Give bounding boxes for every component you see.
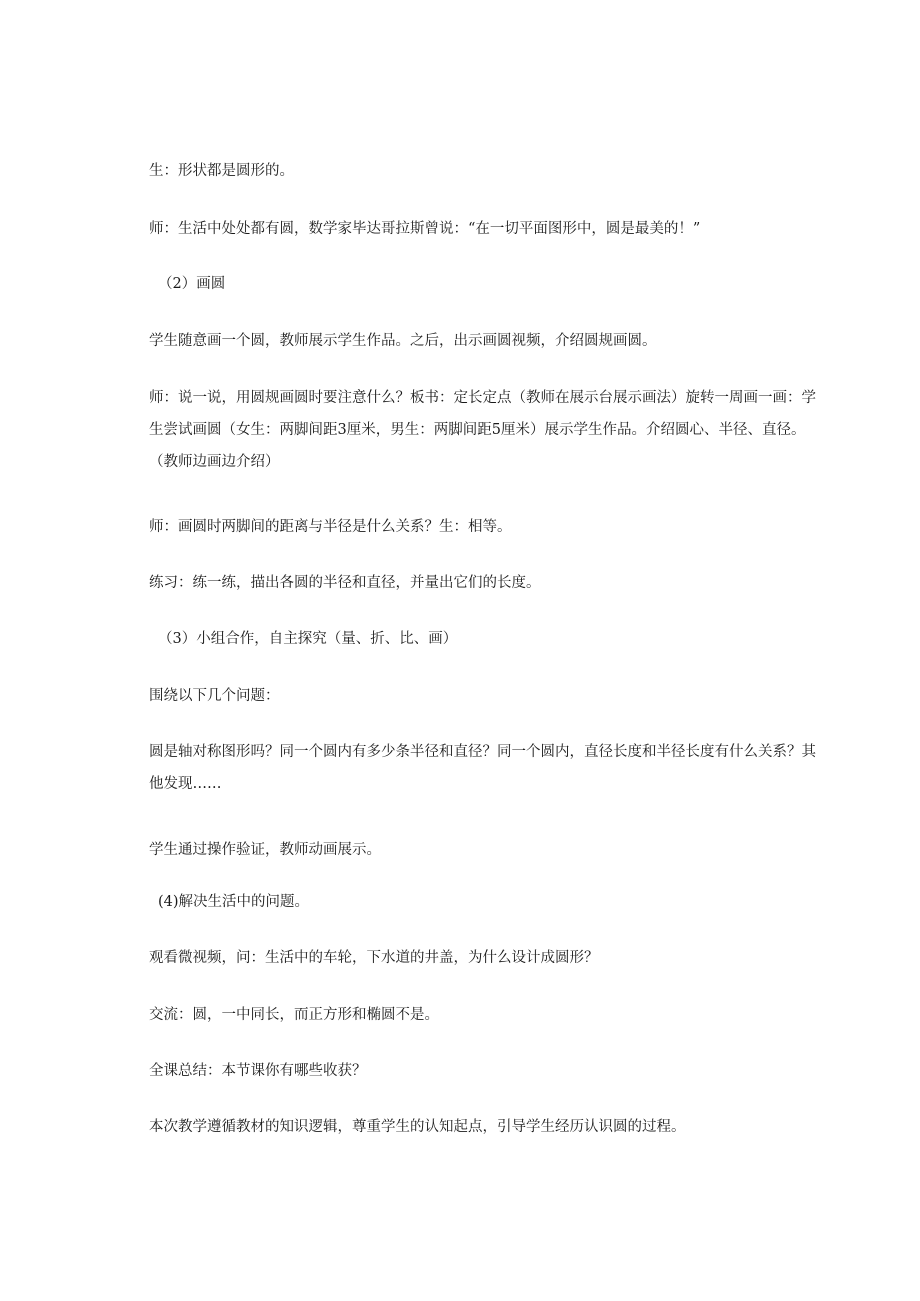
paragraph-teaching-reflection: 本次教学遵循教材的知识逻辑，尊重学生的认知起点，引导学生经历认识圆的过程。 <box>149 1119 686 1135</box>
paragraph-teacher-pythagoras-quote: 师：生活中处处都有圆，数学家毕达哥拉斯曾说：“在一切平面图形中，圆是最美的！” <box>149 221 701 237</box>
section-heading-group-exploration: （3）小组合作，自主探究（量、折、比、画） <box>158 631 458 647</box>
paragraph-compass-drawing-instructions: 师：说一说，用圆规画圆时要注意什么？板书：定长定点（教师在展示台展示画法）旋转一周画一画：学生尝试画圆（女生：两脚间距3厘米，男生：两脚间距5厘米）展示学生作品。介绍圆心、半径、直径。（教师边画边介绍） <box>149 390 816 470</box>
paragraph-micro-video-question: 观看微视频，问：生活中的车轮，下水道的井盖，为什么设计成圆形？ <box>149 950 599 966</box>
paragraph-exercise-radius-diameter: 练习：练一练，描出各圆的半径和直径，并量出它们的长度。 <box>149 575 541 591</box>
paragraph-student-verification: 学生通过操作验证，教师动画展示。 <box>149 842 381 858</box>
paragraph-circle-questions: 圆是轴对称图形吗？同一个圆内有多少条半径和直径？同一个圆内，直径长度和半径长度有什么关系？其他发现…… <box>149 744 816 792</box>
paragraph-discussion-circle: 交流：圆，一中同长，而正方形和椭圆不是。 <box>149 1007 439 1023</box>
paragraph-questions-intro: 围绕以下几个问题： <box>149 688 280 704</box>
section-heading-real-life-problems: (4)解决生活中的问题。 <box>158 894 310 910</box>
paragraph-lesson-summary: 全课总结：本节课你有哪些收获？ <box>149 1063 367 1079</box>
paragraph-distance-radius-relation: 师：画圆时两脚间的距离与半径是什么关系？生：相等。 <box>149 519 512 535</box>
section-heading-draw-circle: （2）画圆 <box>158 276 226 292</box>
paragraph-students-draw-circle: 学生随意画一个圆，教师展示学生作品。之后，出示画圆视频，介绍圆规画圆。 <box>149 333 657 349</box>
paragraph-student-answer-shape: 生：形状都是圆形的。 <box>149 163 294 179</box>
